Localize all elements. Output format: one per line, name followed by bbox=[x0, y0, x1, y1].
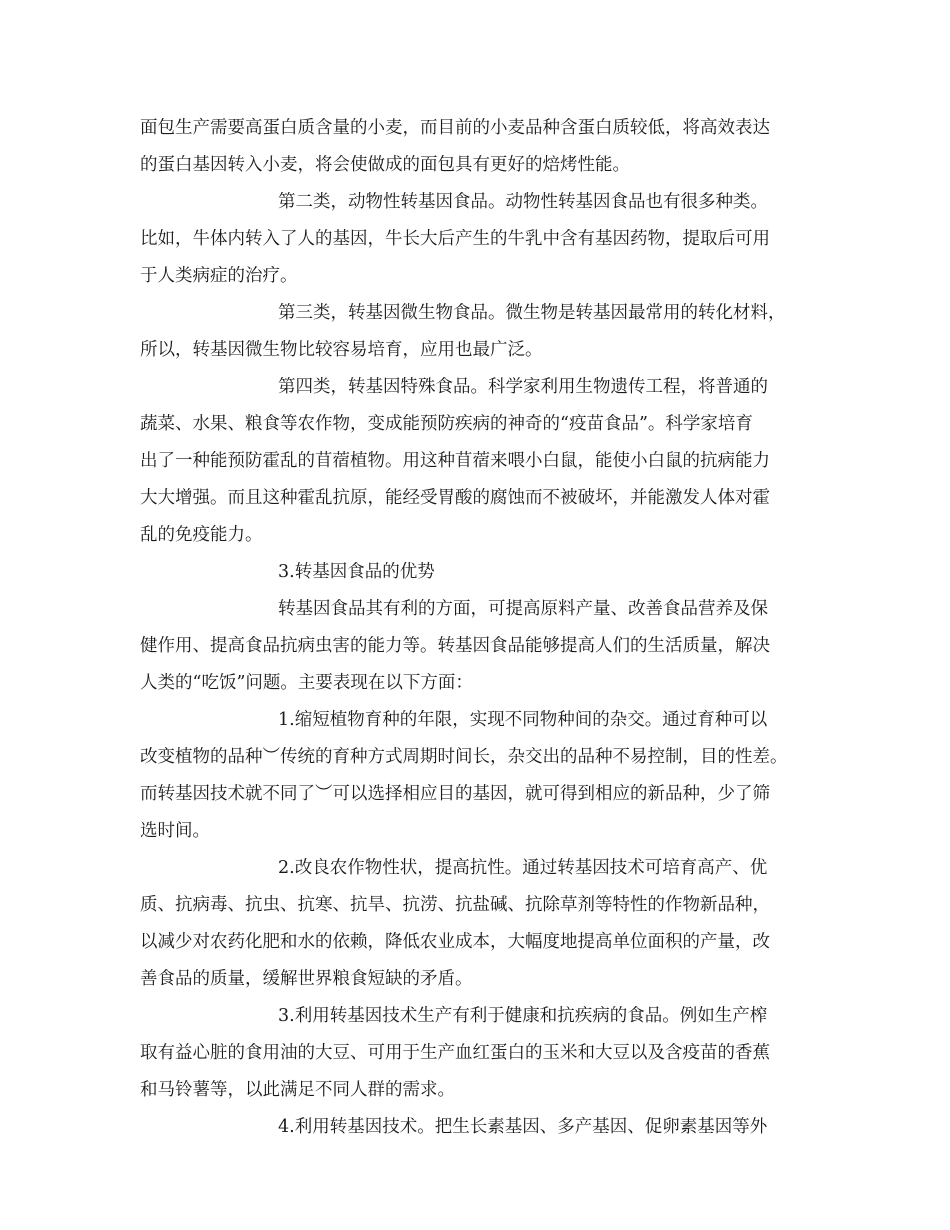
text-line: 和马铃薯等，以此满足不同人群的需求。 bbox=[140, 1080, 455, 1100]
text-line: 健作用、提高食品抗病虫害的能力等。转基因食品能够提高人们的生活质量，解决 bbox=[140, 636, 770, 656]
text-line: 乱的免疫能力。 bbox=[140, 525, 263, 545]
text-line: 改变植物的品种︶传统的育种方式周期时间长，杂交出的品种不易控制，目的性差。 bbox=[140, 747, 788, 767]
text-line: 所以，转基因微生物比较容易培育，应用也最广泛。 bbox=[140, 340, 543, 360]
text-line: 比如，牛体内转入了人的基因，牛长大后产生的牛乳中含有基因药物，提取后可用 bbox=[140, 229, 770, 249]
text-line: 出了一种能预防霍乱的苜蓿植物。用这种苜蓿来喂小白鼠，能使小白鼠的抗病能力 bbox=[140, 451, 770, 471]
text-line: 面包生产需要高蛋白质含量的小麦，而目前的小麦品种含蛋白质较低，将高效表达 bbox=[140, 118, 770, 138]
list-item-2-start: 2.改良农作物性状，提高抗性。通过转基因技术可培育高产、优 bbox=[278, 858, 768, 878]
paragraph-start-animal-food: 第二类，动物性转基因食品。动物性转基因食品也有很多种类。 bbox=[278, 192, 768, 212]
text-line: 人类的“吃饭”问题。主要表现在以下方面： bbox=[140, 673, 473, 693]
text-line: 善食品的质量，缓解世界粮食短缺的矛盾。 bbox=[140, 969, 473, 989]
list-item-4-start: 4.利用转基因技术。把生长素基因、多产基因、促卵素基因等外 bbox=[278, 1117, 768, 1137]
text-line: 而转基因技术就不同了︶可以选择相应目的基因，就可得到相应的新品种，少了筛 bbox=[140, 784, 770, 804]
text-line: 大大增强。而且这种霍乱抗原，能经受胃酸的腐蚀而不被破坏，并能激发人体对霍 bbox=[140, 488, 770, 508]
text-line: 取有益心脏的食用油的大豆、可用于生产血红蛋白的玉米和大豆以及含疫苗的香蕉 bbox=[140, 1043, 770, 1063]
text-line: 以减少对农药化肥和水的依赖，降低农业成本，大幅度地提高单位面积的产量，改 bbox=[140, 932, 770, 952]
list-item-3-start: 3.利用转基因技术生产有利于健康和抗疾病的食品。例如生产榨 bbox=[278, 1006, 768, 1026]
section-heading-advantages: 3.转基因食品的优势 bbox=[278, 562, 435, 582]
text-line: 质、抗病毒、抗虫、抗寒、抗旱、抗涝、抗盐碱、抗除草剂等特性的作物新品种， bbox=[140, 895, 770, 915]
text-line: 选时间。 bbox=[140, 821, 210, 841]
paragraph-start-microbe-food: 第三类，转基因微生物食品。微生物是转基因最常用的转化材料， bbox=[278, 303, 786, 323]
text-line: 的蛋白基因转入小麦，将会使做成的面包具有更好的焙烤性能。 bbox=[140, 155, 630, 175]
text-line: 蔬菜、水果、粮食等农作物，变成能预防疾病的神奇的“疫苗食品”。科学家培育 bbox=[140, 414, 753, 434]
paragraph-start-special-food: 第四类，转基因特殊食品。科学家利用生物遗传工程，将普通的 bbox=[278, 377, 768, 397]
text-line: 于人类病症的治疗。 bbox=[140, 266, 298, 286]
paragraph-start-benefits: 转基因食品其有利的方面，可提高原料产量、改善食品营养及保 bbox=[278, 599, 768, 619]
list-item-1-start: 1.缩短植物育种的年限，实现不同物种间的杂交。通过育种可以 bbox=[278, 710, 768, 730]
